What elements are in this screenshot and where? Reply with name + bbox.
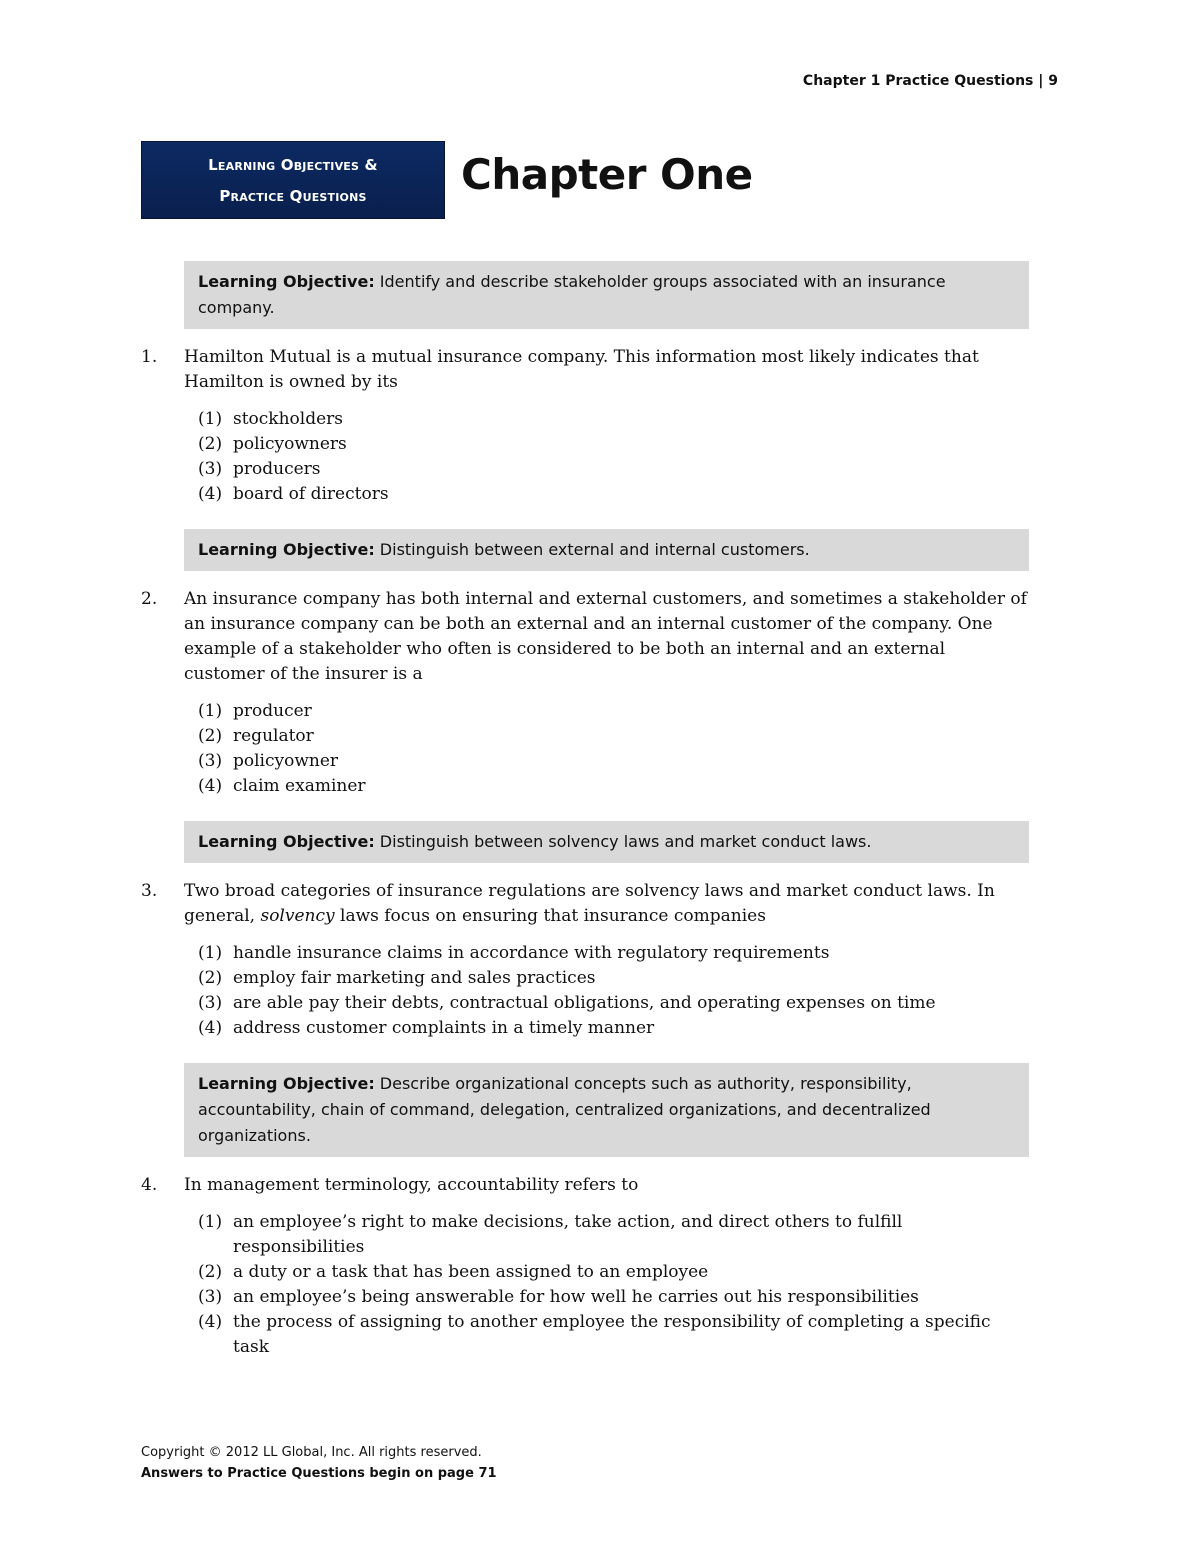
learning-objective bbox=[184, 261, 1029, 329]
objective-label: Learning Objective: bbox=[198, 272, 375, 291]
question-text-pre: Two broad categories of insurance regulations are solvency laws and market conduct laws. In general, bbox=[184, 881, 995, 926]
learning-objective bbox=[184, 529, 1029, 571]
chapter-title: Chapter One bbox=[461, 150, 753, 199]
option-text: board of directors bbox=[233, 484, 389, 504]
question-text: In management terminology, accountability refers to bbox=[184, 1175, 639, 1195]
option-number: (2) bbox=[198, 726, 223, 746]
option-text: a duty or a task that has been assigned to an employee bbox=[233, 1262, 709, 1282]
question-list bbox=[141, 261, 1029, 1382]
page-footer bbox=[141, 1442, 497, 1484]
learning-objective bbox=[184, 821, 1029, 863]
running-head: Chapter 1 Practice Questions | 9 bbox=[802, 73, 1058, 89]
option-number: (1) bbox=[198, 1212, 223, 1232]
answers-note: Answers to Practice Questions begin on page 71 bbox=[141, 1466, 497, 1481]
option-number: (4) bbox=[198, 1018, 223, 1038]
question-number: 2. bbox=[141, 589, 158, 609]
objective-text: Describe organizational concepts such as authority, responsibility, accountability, chain of command, delegation, centralized organizations, and decentralized organizations. bbox=[198, 1074, 931, 1145]
question-number: 4. bbox=[141, 1175, 158, 1195]
answer-option bbox=[198, 991, 1029, 1016]
objective-text: Identify and describe stakeholder groups associated with an insurance company. bbox=[198, 272, 946, 317]
question-number: 1. bbox=[141, 347, 158, 367]
option-text: employ fair marketing and sales practices bbox=[233, 968, 596, 988]
objective-label: Learning Objective: bbox=[198, 832, 375, 851]
option-text: producer bbox=[233, 701, 312, 721]
option-number: (2) bbox=[198, 1262, 223, 1282]
option-number: (1) bbox=[198, 943, 223, 963]
option-number: (2) bbox=[198, 434, 223, 454]
badge-line-1: Learning Objectives & bbox=[208, 156, 378, 174]
answer-option bbox=[198, 774, 1029, 799]
option-number: (1) bbox=[198, 409, 223, 429]
objective-text: Distinguish between external and internal customers. bbox=[374, 540, 810, 559]
answer-option bbox=[198, 749, 1029, 774]
answer-option bbox=[198, 699, 1029, 724]
question-emphasis: solvency bbox=[260, 906, 335, 926]
section-badge bbox=[141, 141, 445, 219]
question-number: 3. bbox=[141, 881, 158, 901]
option-number: (4) bbox=[198, 776, 223, 796]
objective-text: Distinguish between solvency laws and market conduct laws. bbox=[374, 832, 872, 851]
answer-options bbox=[198, 699, 1029, 799]
question-text: Hamilton Mutual is a mutual insurance company. This information most likely indicates that Hamilton is owned by its bbox=[184, 347, 979, 392]
answer-option bbox=[198, 966, 1029, 991]
option-number: (4) bbox=[198, 1312, 223, 1332]
option-text: policyowners bbox=[233, 434, 347, 454]
answer-option bbox=[198, 1285, 1029, 1310]
question-3 bbox=[141, 879, 1029, 1041]
option-text: are able pay their debts, contractual obligations, and operating expenses on time bbox=[233, 993, 936, 1013]
option-text: claim examiner bbox=[233, 776, 366, 796]
option-text: the process of assigning to another employee the responsibility of completing a specific task bbox=[233, 1312, 991, 1357]
option-text: address customer complaints in a timely manner bbox=[233, 1018, 655, 1038]
answer-option bbox=[198, 457, 1029, 482]
question-4 bbox=[141, 1173, 1029, 1360]
answer-option bbox=[198, 941, 1029, 966]
option-number: (3) bbox=[198, 751, 223, 771]
answer-option bbox=[198, 1210, 1029, 1260]
answer-option bbox=[198, 482, 1029, 507]
answer-option bbox=[198, 432, 1029, 457]
option-text: an employee’s being answerable for how well he carries out his responsibilities bbox=[233, 1287, 919, 1307]
option-number: (3) bbox=[198, 993, 223, 1013]
option-text: regulator bbox=[233, 726, 314, 746]
answer-option bbox=[198, 407, 1029, 432]
option-number: (3) bbox=[198, 459, 223, 479]
option-number: (2) bbox=[198, 968, 223, 988]
option-number: (4) bbox=[198, 484, 223, 504]
answer-option bbox=[198, 1310, 1029, 1360]
answer-options bbox=[198, 1210, 1029, 1360]
question-text: An insurance company has both internal and external customers, and sometimes a stakeholder of an insurance company can be both an external and an internal customer of the company. One example of a stakeholder who often is considered to be both an internal and an external customer of the insurer is a bbox=[184, 589, 1027, 684]
copyright-notice: Copyright © 2012 LL Global, Inc. All rights reserved. bbox=[141, 1445, 482, 1460]
option-text: an employee’s right to make decisions, take action, and direct others to fulfill responsibilities bbox=[233, 1212, 903, 1257]
learning-objective bbox=[184, 1063, 1029, 1157]
option-text: stockholders bbox=[233, 409, 344, 429]
option-text: handle insurance claims in accordance with regulatory requirements bbox=[233, 943, 830, 963]
question-1 bbox=[141, 345, 1029, 507]
answer-options bbox=[198, 941, 1029, 1041]
option-text: producers bbox=[233, 459, 321, 479]
answer-option bbox=[198, 724, 1029, 749]
option-number: (3) bbox=[198, 1287, 223, 1307]
question-text-post: laws focus on ensuring that insurance companies bbox=[334, 906, 766, 926]
question-text bbox=[184, 879, 1029, 929]
answer-option bbox=[198, 1016, 1029, 1041]
question-2 bbox=[141, 587, 1029, 799]
objective-label: Learning Objective: bbox=[198, 1074, 375, 1093]
option-text: policyowner bbox=[233, 751, 339, 771]
objective-label: Learning Objective: bbox=[198, 540, 375, 559]
option-number: (1) bbox=[198, 701, 223, 721]
answer-option bbox=[198, 1260, 1029, 1285]
answer-options bbox=[198, 407, 1029, 507]
badge-line-2: Practice Questions bbox=[219, 187, 367, 205]
